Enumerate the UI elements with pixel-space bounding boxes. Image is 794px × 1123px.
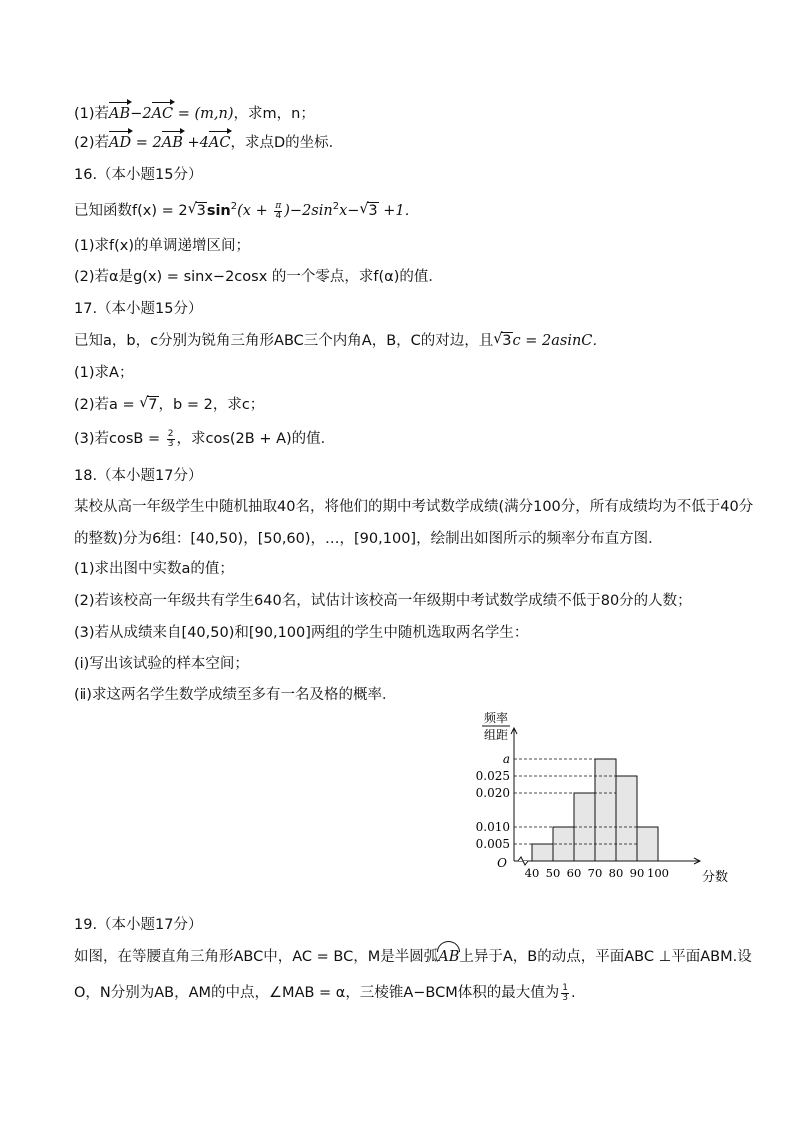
q15-p1-eq: = (m,n) — [173, 106, 234, 122]
q15-p1-prefix: (1)若 — [74, 106, 110, 122]
q18-part3: (3)若从成绩来自[40,50)和[90,100]两组的学生中随机选取两名学生： — [74, 625, 529, 641]
q18-stem-line1: 某校从高一年级学生中随机抽取40名，将他们的期中考试数学成绩(满分100分，所有成绩均为不低于40分 — [74, 499, 754, 515]
q15-p1-minus: −2 — [130, 106, 152, 122]
y-label-top: 频率 — [483, 711, 508, 725]
vector-ab-2: AB — [162, 132, 183, 154]
pi-over-4 — [274, 202, 282, 221]
x-tick-label: 80 — [608, 866, 624, 880]
q17-part3 — [74, 428, 734, 450]
q18-part3-ii: (ⅱ)求这两名学生数学成绩至多有一名及格的概率． — [74, 687, 397, 703]
x-tick-label: 70 — [587, 866, 603, 880]
vector-ac: AC — [152, 103, 174, 125]
q17-stem-prefix: 已知a，b，c分别为锐角三角形ABC三个内角A，B，C的对边，且 — [74, 333, 494, 349]
sqrt-7 — [139, 394, 158, 416]
q16-stem-prefix: 已知函数f(x) = 2 — [74, 203, 188, 219]
histogram-bar — [532, 844, 553, 861]
q15-p2-prefix: (2)若 — [74, 135, 110, 151]
frac-den-19: 3 — [562, 992, 568, 1003]
q16-stem — [74, 200, 734, 222]
q15-p2-eq: = 2 — [131, 135, 162, 151]
y-tick-label: a — [502, 752, 510, 766]
q19-line1-prefix: 如图，在等腰直角三角形ABC中，AC = BC，M是半圆弧 — [74, 949, 439, 965]
frequency-histogram — [460, 706, 730, 888]
q17-part2 — [74, 394, 734, 416]
vector-ac-2: AC — [209, 132, 231, 154]
histogram-bar — [637, 827, 658, 861]
q17-part1: (1)求A； — [74, 365, 134, 381]
q19-line2 — [74, 982, 734, 1004]
q19-line2-end: . — [571, 985, 576, 1001]
sqrt-3-radicand: 3 — [196, 203, 206, 219]
q17-p2-prefix: (2)若a = — [74, 397, 140, 413]
pi-numerator: π — [275, 200, 282, 211]
two-thirds — [167, 430, 175, 449]
q16-part2: (2)若α是g(x) = sinx−2cosx 的一个零点，求f(α)的值． — [74, 269, 443, 285]
sqrt-3c — [493, 330, 512, 352]
frac-num: 2 — [167, 428, 174, 439]
x-tick-label: 90 — [629, 866, 645, 880]
y-label-bottom: 组距 — [483, 728, 508, 742]
q16-sq: 2 — [230, 201, 238, 213]
q18-part3-i: (ⅰ)写出该试验的样本空间； — [74, 656, 249, 672]
sqrt-3 — [188, 200, 207, 222]
one-third — [561, 984, 569, 1003]
q15-p2-tail: ，求点D的坐标． — [230, 135, 344, 151]
sqrt-3b — [359, 200, 378, 222]
x-axis-label: 分数 — [702, 870, 729, 885]
q19-header: 19.（本小题17分） — [74, 917, 203, 933]
y-tick-label: 0.010 — [475, 820, 510, 834]
q18-stem-line2: 的整数)分为6组：[40,50)，[50,60)，…，[90,100]，绘制出如图所示的频率分布直方图． — [74, 531, 663, 547]
x-tick-label: 100 — [647, 866, 669, 880]
y-tick-label: 0.020 — [475, 786, 510, 800]
q17-p2-end: ，b = 2，求c； — [158, 397, 265, 413]
q19-line1-end: 上异于A，B的动点，平面ABC ⊥平面ABM.设 — [459, 949, 752, 965]
q16-arg-open: (x + — [237, 203, 273, 219]
arc-ab: AB — [438, 946, 459, 968]
q17-header: 17.（本小题15分） — [74, 301, 203, 317]
q18-header: 18.（本小题17分） — [74, 468, 203, 484]
frac-den: 3 — [167, 438, 174, 449]
q16-sin: sin — [206, 203, 231, 219]
q15-p2-plus: +4 — [182, 135, 209, 151]
x-tick-label: 40 — [524, 866, 540, 880]
y-tick-label: 0.025 — [475, 769, 510, 783]
q19-line1 — [74, 946, 752, 968]
q18-part1: (1)求出图中实数a的值； — [74, 561, 234, 577]
q16-sq2: 2 — [332, 201, 340, 213]
q16-rest2: x− — [339, 203, 360, 219]
q18-part2: (2)若该校高一年级共有学生640名，试估计该校高一年级期中考试数学成绩不低于80分的人数； — [74, 593, 692, 609]
q15-part1 — [74, 103, 734, 125]
q15-p1-tail: ，求m，n； — [233, 106, 315, 122]
q16-part1: (1)求f(x)的单调递增区间； — [74, 238, 251, 254]
q16-stem-end: +1． — [378, 203, 420, 219]
x-tick-label: 60 — [566, 866, 582, 880]
frac-num-19: 1 — [562, 982, 568, 993]
sqrt-7-radicand: 7 — [148, 397, 158, 413]
histogram-bar — [595, 759, 616, 861]
q17-p3-prefix: (3)若cosB = — [74, 431, 165, 447]
q19-line2-prefix: O，N分别为AB，AM的中点，∠MAB = α，三棱锥A−BCM体积的最大值为 — [74, 985, 560, 1001]
q17-p3-end: ，求cos(2B + A)的值． — [176, 431, 336, 447]
histogram-bar — [616, 776, 637, 861]
sqrt-3c-radicand: 3 — [502, 333, 512, 349]
y-tick-label: 0.005 — [475, 837, 510, 851]
q16-header: 16.（本小题15分） — [74, 167, 203, 183]
q17-stem-end: c = 2asinC． — [512, 333, 607, 349]
q17-stem — [74, 330, 734, 352]
q15-part2 — [74, 132, 734, 154]
four-denominator: 4 — [275, 210, 282, 221]
axis-break — [518, 857, 528, 865]
x-tick-label: 50 — [545, 866, 561, 880]
vector-ad: AD — [109, 132, 131, 154]
origin-label: O — [497, 856, 507, 870]
vector-ab: AB — [109, 103, 130, 125]
sqrt-3b-radicand: 3 — [368, 203, 378, 219]
q16-rest: )−2sin — [284, 203, 333, 219]
